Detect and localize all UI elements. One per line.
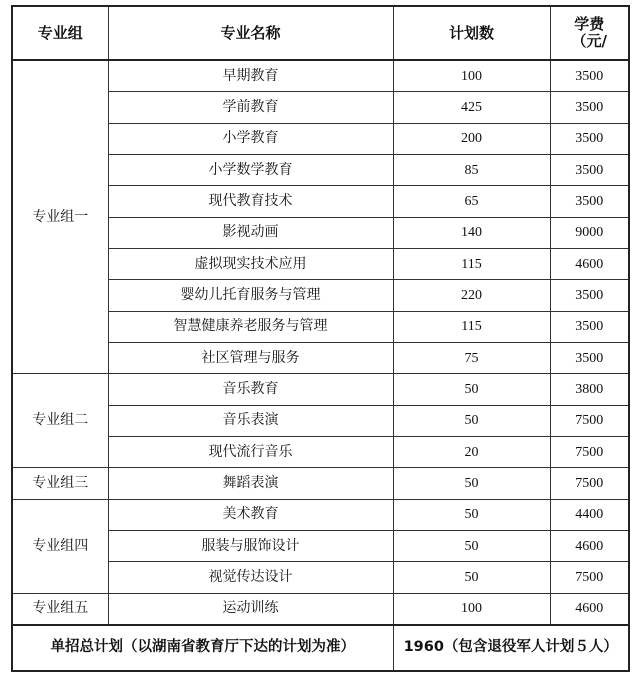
major-cell: 现代流行音乐 bbox=[108, 436, 393, 467]
group-cell: 专业组二 bbox=[12, 374, 108, 468]
plan-cell: 100 bbox=[393, 593, 550, 625]
major-cell: 视觉传达设计 bbox=[108, 562, 393, 593]
fee-cell: 4400 bbox=[550, 499, 629, 530]
plan-cell: 425 bbox=[393, 92, 550, 123]
plan-cell: 50 bbox=[393, 374, 550, 405]
header-plan: 计划数 bbox=[393, 6, 550, 60]
group-cell: 专业组四 bbox=[12, 499, 108, 593]
table-header-row bbox=[12, 6, 629, 60]
total-label: 单招总计划（以湖南省教育厅下达的计划为准） bbox=[12, 625, 393, 671]
fee-cell: 3500 bbox=[550, 342, 629, 373]
fee-cell: 7500 bbox=[550, 468, 629, 499]
table-row bbox=[12, 593, 629, 625]
table-row bbox=[12, 374, 629, 405]
fee-cell: 3500 bbox=[550, 311, 629, 342]
fee-cell: 3500 bbox=[550, 155, 629, 186]
fee-cell: 3500 bbox=[550, 92, 629, 123]
plan-cell: 220 bbox=[393, 280, 550, 311]
fee-cell: 4600 bbox=[550, 530, 629, 561]
major-cell: 影视动画 bbox=[108, 217, 393, 248]
plan-cell: 75 bbox=[393, 342, 550, 373]
major-cell: 音乐表演 bbox=[108, 405, 393, 436]
major-cell: 运动训练 bbox=[108, 593, 393, 625]
fee-cell: 3500 bbox=[550, 60, 629, 92]
fee-cell: 9000 bbox=[550, 217, 629, 248]
major-cell: 学前教育 bbox=[108, 92, 393, 123]
major-cell: 智慧健康养老服务与管理 bbox=[108, 311, 393, 342]
fee-cell: 3500 bbox=[550, 123, 629, 154]
group-cell: 专业组一 bbox=[12, 60, 108, 374]
major-cell: 社区管理与服务 bbox=[108, 342, 393, 373]
major-cell: 婴幼儿托育服务与管理 bbox=[108, 280, 393, 311]
total-row bbox=[12, 625, 629, 671]
table-row bbox=[12, 60, 629, 92]
fee-cell: 7500 bbox=[550, 562, 629, 593]
total-value: 1960（包含退役军人计划５人） bbox=[393, 625, 629, 671]
plan-cell: 50 bbox=[393, 468, 550, 499]
header-group: 专业组 bbox=[12, 6, 108, 60]
plan-cell: 115 bbox=[393, 311, 550, 342]
major-cell: 小学数学教育 bbox=[108, 155, 393, 186]
table-row bbox=[12, 499, 629, 530]
plan-cell: 50 bbox=[393, 499, 550, 530]
table-row bbox=[12, 468, 629, 499]
header-fee bbox=[550, 6, 629, 60]
plan-cell: 50 bbox=[393, 405, 550, 436]
header-major: 专业名称 bbox=[108, 6, 393, 60]
major-cell: 美术教育 bbox=[108, 499, 393, 530]
major-cell: 服装与服饰设计 bbox=[108, 530, 393, 561]
group-cell: 专业组五 bbox=[12, 593, 108, 625]
fee-cell: 7500 bbox=[550, 405, 629, 436]
major-cell: 小学教育 bbox=[108, 123, 393, 154]
plan-cell: 50 bbox=[393, 530, 550, 561]
major-cell: 现代教育技术 bbox=[108, 186, 393, 217]
plan-cell: 200 bbox=[393, 123, 550, 154]
enrollment-plan-table bbox=[11, 5, 630, 672]
major-cell: 虚拟现实技术应用 bbox=[108, 248, 393, 279]
plan-cell: 50 bbox=[393, 562, 550, 593]
major-cell: 早期教育 bbox=[108, 60, 393, 92]
plan-cell: 65 bbox=[393, 186, 550, 217]
plan-cell: 140 bbox=[393, 217, 550, 248]
fee-cell: 4600 bbox=[550, 248, 629, 279]
header-fee-line2: （元/ bbox=[571, 32, 607, 50]
group-cell: 专业组三 bbox=[12, 468, 108, 499]
fee-cell: 3500 bbox=[550, 186, 629, 217]
fee-cell: 3500 bbox=[550, 280, 629, 311]
plan-cell: 20 bbox=[393, 436, 550, 467]
fee-cell: 3800 bbox=[550, 374, 629, 405]
major-cell: 音乐教育 bbox=[108, 374, 393, 405]
fee-cell: 7500 bbox=[550, 436, 629, 467]
header-fee-line1: 学费 bbox=[574, 15, 605, 33]
plan-cell: 85 bbox=[393, 155, 550, 186]
fee-cell: 4600 bbox=[550, 593, 629, 625]
major-cell: 舞蹈表演 bbox=[108, 468, 393, 499]
plan-cell: 115 bbox=[393, 248, 550, 279]
plan-cell: 100 bbox=[393, 60, 550, 92]
